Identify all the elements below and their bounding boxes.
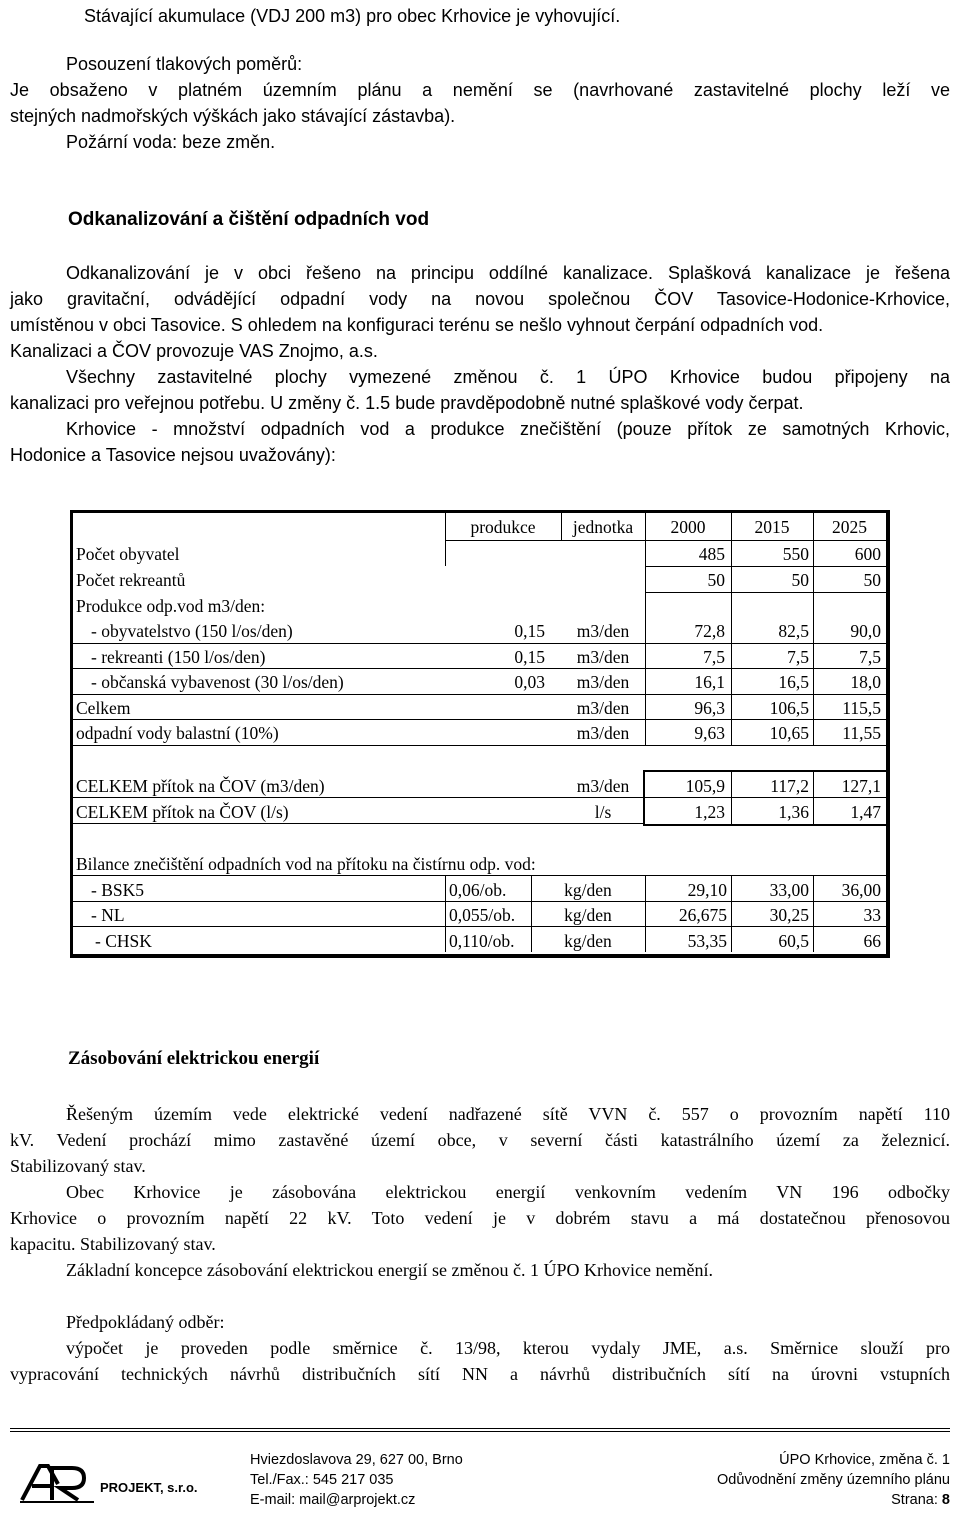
pollution-row-unit: kg/den xyxy=(564,931,612,951)
sewer-p1-line-4: Kanalizaci a ČOV provozuje VAS Znojmo, a.s. xyxy=(10,341,378,361)
pollution-title: Bilance znečištění odpadních vod na přítoku na čistírnu odp. vod: xyxy=(76,854,536,874)
table-row-2015: 16,5 xyxy=(778,672,809,692)
table-row-label: Počet rekreantů xyxy=(76,570,186,590)
table-row-2025: 115,5 xyxy=(842,698,881,718)
intro-line-2: Posouzení tlakových poměrů: xyxy=(66,54,303,74)
footer-phone: Tel./Fax.: 545 217 035 xyxy=(250,1472,394,1488)
totals-row-2025: 1,47 xyxy=(850,802,881,822)
power-heading: Zásobování elektrickou energií xyxy=(68,1048,320,1069)
power-p3: Základní koncepce zásobování elektrickou energií se změnou č. 1 ÚPO Krhovice nemění. xyxy=(66,1260,713,1280)
table-row-unit: m3/den xyxy=(576,672,630,692)
pollution-row-2015: 33,00 xyxy=(769,880,809,900)
power-p1-line-3: Stabilizovaný stav. xyxy=(10,1156,146,1176)
table-row-2025: 90,0 xyxy=(850,621,881,641)
table-row-label: - rekreanti (150 l/os/den) xyxy=(91,647,266,667)
table-row-2000: 72,8 xyxy=(694,621,725,641)
sewer-heading: Odkanalizování a čištění odpadních vod xyxy=(68,209,430,230)
pollution-row-2000: 29,10 xyxy=(687,880,727,900)
power-p4-line-2: vypracování technických návrhů distribučních sítí NN a návrhů distribučních sítí na úrovni vstupních xyxy=(10,1364,950,1384)
table-row-2015: 82,5 xyxy=(778,621,809,641)
wastewater-table xyxy=(70,510,890,958)
power-p4-line-1: výpočet je proveden podle směrnice č. 13/98, kterou vydaly JME, a.s. Směrnice slouží pro xyxy=(66,1338,950,1358)
header-produkce: produkce xyxy=(470,517,536,537)
table-row-unit: m3/den xyxy=(576,698,630,718)
power-p4-title: Předpokládaný odběr: xyxy=(66,1312,225,1332)
totals-row-2000: 1,23 xyxy=(694,802,725,822)
table-row-2025: 7,5 xyxy=(859,647,881,667)
pollution-row-production: 0,06/ob. xyxy=(449,880,507,900)
header-2015: 2015 xyxy=(754,517,790,537)
table-row-2000: 16,1 xyxy=(694,672,725,692)
sewer-p1-line-1: Odkanalizování je v obci řešeno na principu oddílné kanalizace. Splašková kanalizace je řešena xyxy=(66,263,950,283)
totals-row-2000: 105,9 xyxy=(685,776,725,796)
header-2025: 2025 xyxy=(832,517,867,537)
sewer-p3-line-2: Hodonice a Tasovice nejsou uvažovány): xyxy=(10,445,336,465)
intro-line-3: Je obsaženo v platném územním plánu a nemění se (navrhované zastavitelné plochy leží ve xyxy=(10,80,950,100)
pollution-row-unit: kg/den xyxy=(564,905,612,925)
table-row-2000: 7,5 xyxy=(703,647,725,667)
table-row-2015: 550 xyxy=(782,544,809,564)
table-row-2025: 11,55 xyxy=(842,723,881,743)
pollution-row-unit: kg/den xyxy=(564,880,612,900)
pollution-row-2025: 36,00 xyxy=(841,880,881,900)
pollution-row-2015: 60,5 xyxy=(778,931,809,951)
footer-page-number: 8 xyxy=(941,1492,950,1508)
logo-text: PROJEKT, s.r.o. xyxy=(100,1480,198,1495)
table-row-unit: m3/den xyxy=(576,621,630,641)
pollution-row-label: - NL xyxy=(91,905,125,925)
pollution-row-label: - CHSK xyxy=(95,931,152,951)
footer-rule xyxy=(10,1428,950,1432)
sewer-p2-line-1: Všechny zastavitelné plochy vymezené změnou č. 1 ÚPO Krhovice budou připojeny na xyxy=(66,367,950,387)
table-row-production: 0,15 xyxy=(514,647,545,667)
power-p2-line-2: Krhovice o provozním napětí 22 kV. Toto vedení je v dobrém stavu a má dostatečnou přenosovou xyxy=(10,1208,950,1228)
table-row-label: - obyvatelstvo (150 l/os/den) xyxy=(91,621,293,641)
footer-doc-title: ÚPO Krhovice, změna č. 1 xyxy=(779,1452,950,1468)
table-row-2015: 10,65 xyxy=(769,723,809,743)
sewer-p1-line-3: umístěnou v obci Tasovice. S ohledem na konfiguraci terénu se nešlo vyhnout čerpání odpadních vod. xyxy=(10,315,824,335)
totals-row-unit: l/s xyxy=(594,802,612,822)
pollution-row-2025: 33 xyxy=(863,905,881,925)
table-row-2000: 485 xyxy=(698,544,725,564)
totals-row-label: CELKEM přítok na ČOV (l/s) xyxy=(76,802,289,822)
table-row-label: odpadní vody balastní (10%) xyxy=(76,723,279,743)
sewer-p3-line-1: Krhovice - množství odpadních vod a produkce znečištění (pouze přítok ze samotných Krhovic, xyxy=(66,419,950,439)
pollution-row-production: 0,110/ob. xyxy=(449,931,515,951)
totals-row-2015: 1,36 xyxy=(778,802,809,822)
footer-page xyxy=(891,1490,950,1510)
totals-row-2025: 127,1 xyxy=(841,776,881,796)
table-row-production: 0,15 xyxy=(514,621,545,641)
intro-line-4: stejných nadmořských výškách jako stávající zástavba). xyxy=(10,106,456,126)
sewer-p1-line-2: jako gravitační, odvádějící odpadní vody na novou společnou ČOV Tasovice-Hodonice-Krhovice, xyxy=(10,289,950,309)
pollution-row-2015: 30,25 xyxy=(769,905,809,925)
table-row-unit: m3/den xyxy=(576,647,630,667)
power-p2-line-3: kapacitu. Stabilizovaný stav. xyxy=(10,1234,216,1254)
table-row-2015: 7,5 xyxy=(787,647,809,667)
pollution-row-2000: 26,675 xyxy=(678,905,727,925)
sewer-p2-line-2: kanalizaci pro veřejnou potřebu. U změny č. 1.5 bude pravděpodobně nutné splaškové vody čerpat. xyxy=(10,393,804,413)
pollution-row-label: - BSK5 xyxy=(91,880,144,900)
table-row-label: Produkce odp.vod m3/den: xyxy=(76,596,266,616)
pollution-row-production: 0,055/ob. xyxy=(449,905,516,925)
power-p2-line-1: Obec Krhovice je zásobována elektrickou energií venkovním vedením VN 196 odbočky xyxy=(66,1182,950,1202)
totals-row-unit: m3/den xyxy=(576,776,630,796)
table-row-2025: 50 xyxy=(863,570,881,590)
table-row-2000: 96,3 xyxy=(694,698,725,718)
table-row-unit: m3/den xyxy=(576,723,630,743)
table-row-2025: 600 xyxy=(854,544,881,564)
header-2000: 2000 xyxy=(670,517,706,537)
pollution-row-2000: 53,35 xyxy=(687,931,727,951)
intro-line-1: Stávající akumulace (VDJ 200 m3) pro obec Krhovice je vyhovující. xyxy=(84,6,621,26)
footer-address: Hviezdoslavova 29, 627 00, Brno xyxy=(250,1452,463,1468)
intro-line-5: Požární voda: beze změn. xyxy=(66,132,276,152)
footer-email: E-mail: mail@arprojekt.cz xyxy=(250,1492,416,1508)
table-row-label: Celkem xyxy=(76,698,131,718)
header-jednotka: jednotka xyxy=(572,517,634,537)
footer-page-label: Strana: xyxy=(891,1492,942,1508)
power-p1-line-2: kV. Vedení prochází mimo zastavěné území obce, v severní části katastrálního území za železnicí. xyxy=(10,1130,950,1150)
table-row-label: Počet obyvatel xyxy=(76,544,180,564)
table-row-2000: 50 xyxy=(707,570,725,590)
table-row-2015: 50 xyxy=(791,570,809,590)
table-row-label: - občanská vybavenost (30 l/os/den) xyxy=(91,672,344,692)
footer-doc-sub: Odůvodnění změny územního plánu xyxy=(717,1472,950,1488)
table-row-2025: 18,0 xyxy=(850,672,881,692)
table-row-production: 0,03 xyxy=(514,672,545,692)
company-logo xyxy=(18,1458,96,1504)
power-p1-line-1: Řešeným územím vede elektrické vedení nadřazené sítě VVN č. 557 o provozním napětí 110 xyxy=(66,1104,950,1124)
pollution-row-2025: 66 xyxy=(863,931,881,951)
table-row-2015: 106,5 xyxy=(769,698,809,718)
totals-row-2015: 117,2 xyxy=(770,776,809,796)
table-row-2000: 9,63 xyxy=(694,723,725,743)
totals-row-label: CELKEM přítok na ČOV (m3/den) xyxy=(76,776,325,796)
